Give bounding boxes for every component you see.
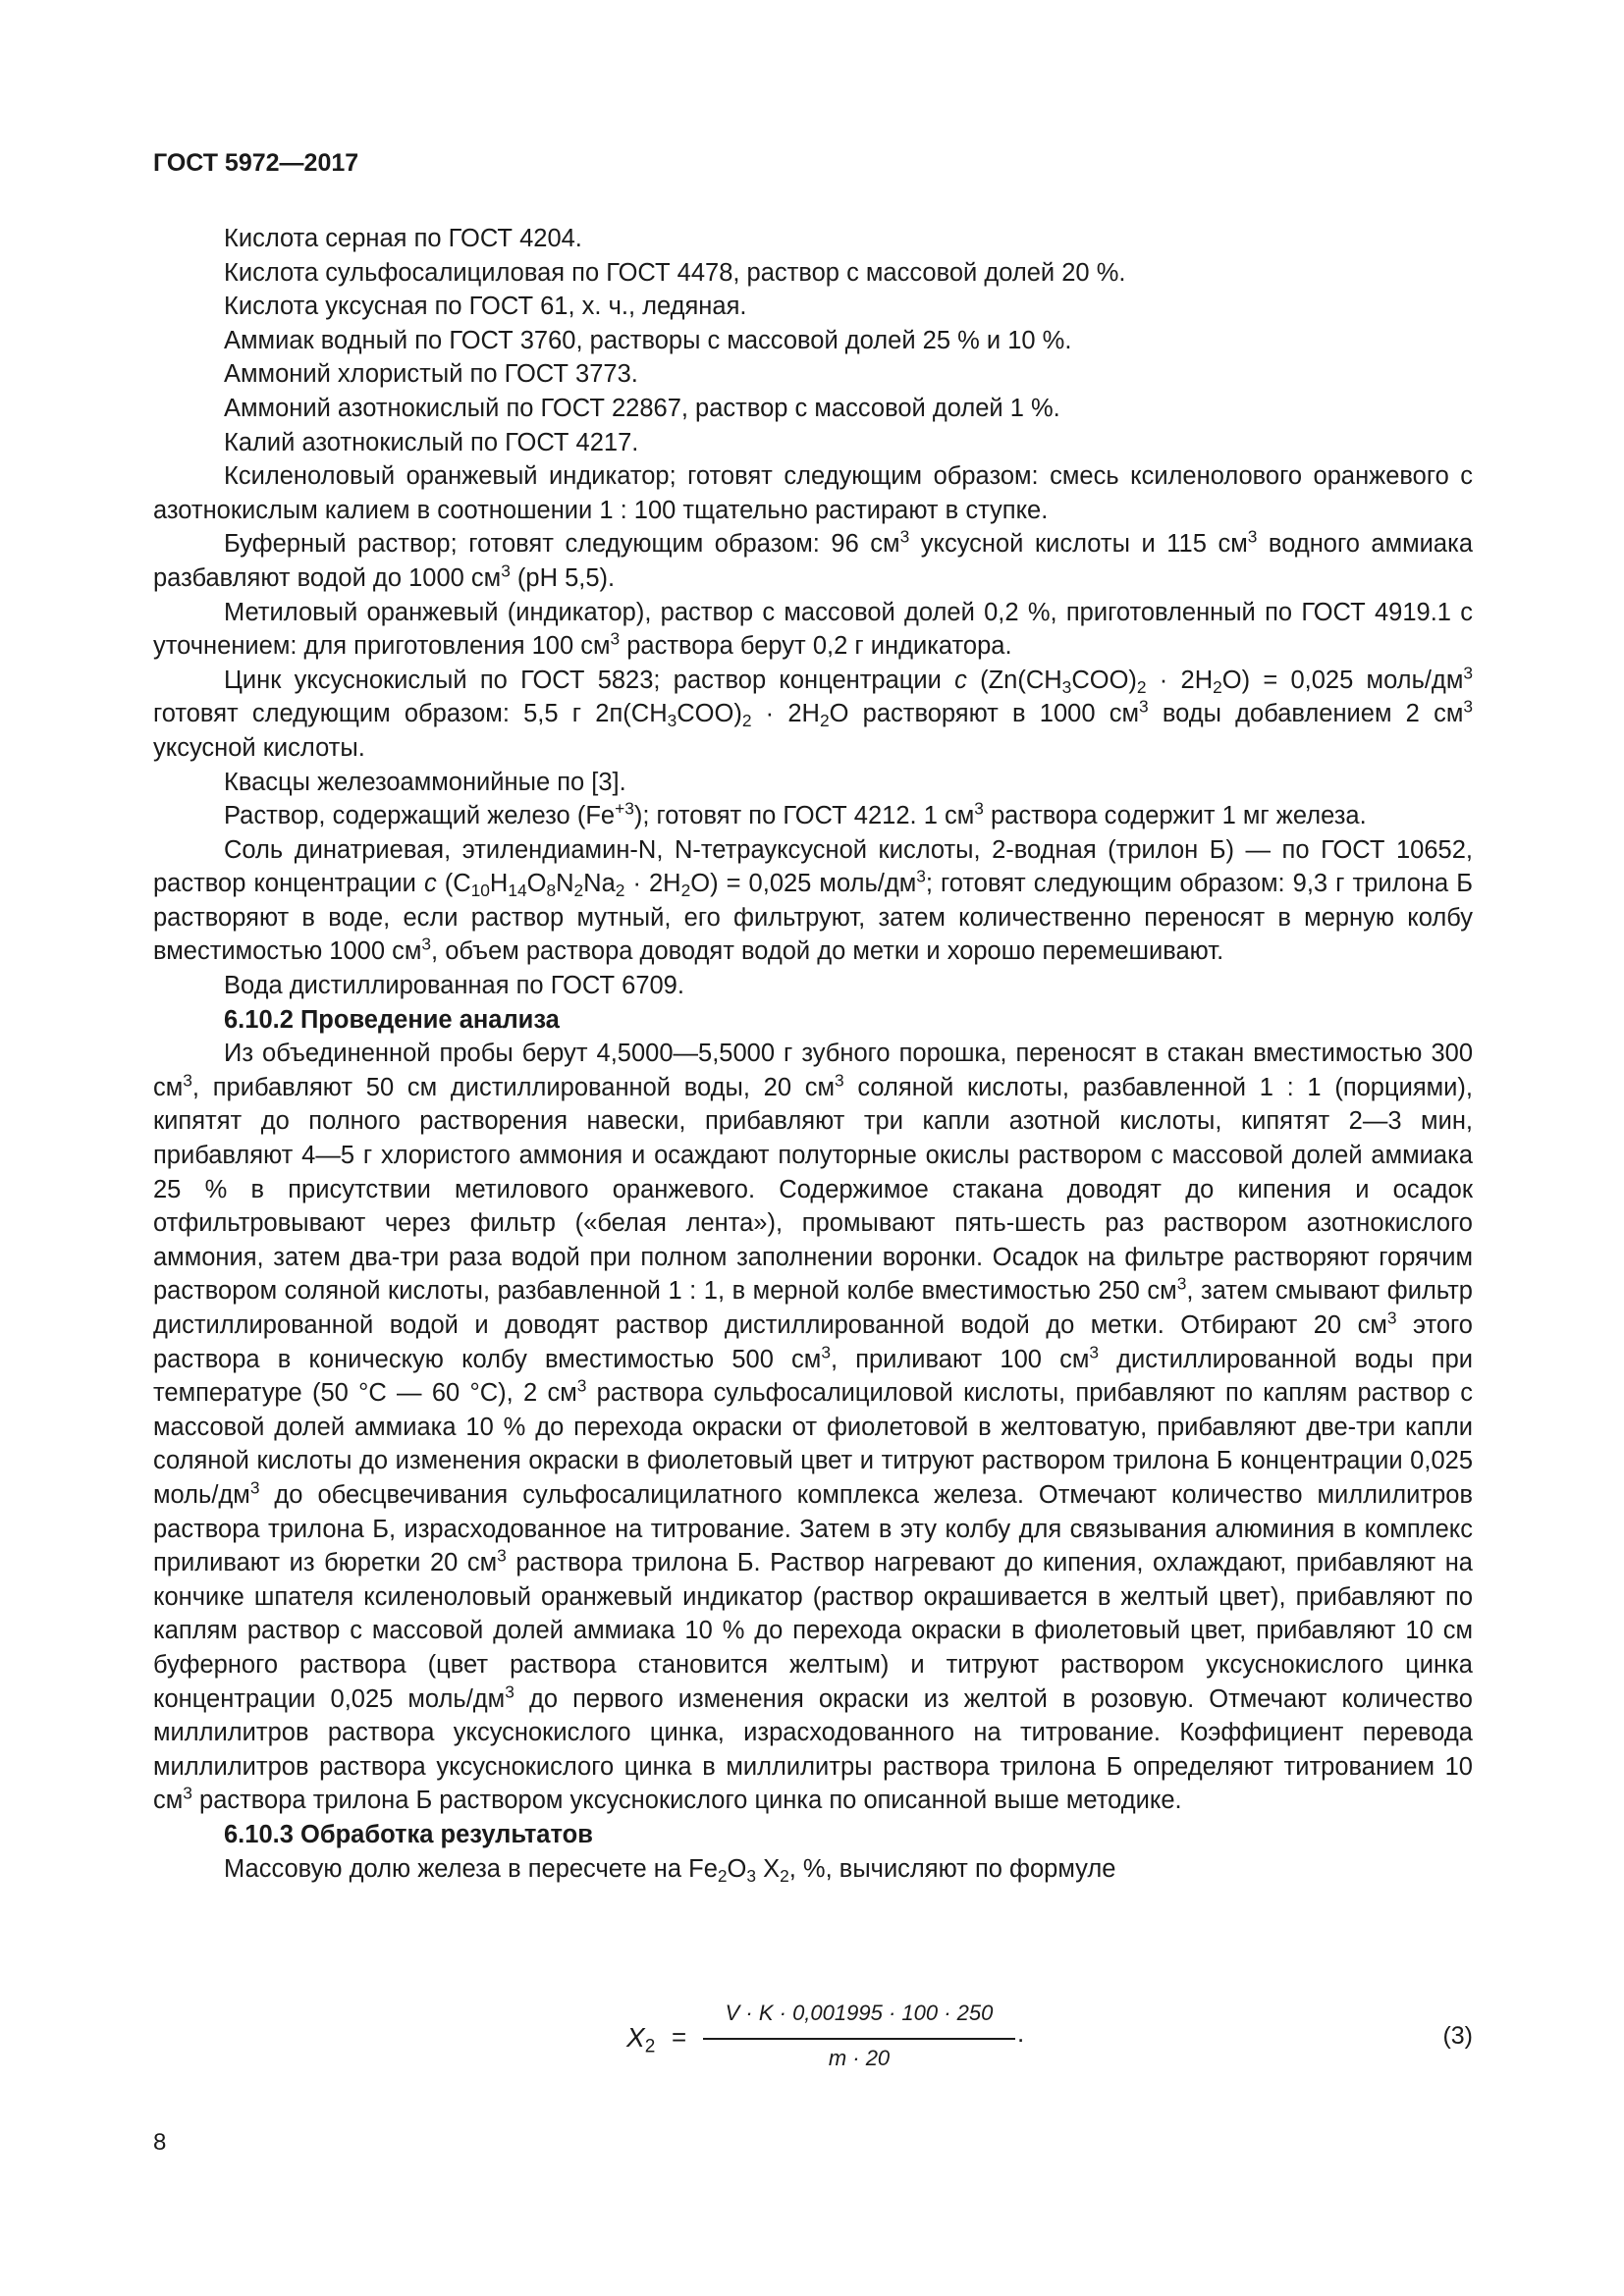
reagent-iron-solution: Раствор, содержащий железо $(Fe^{+3})$; готовят по ГОСТ 4212. 1 $см^3$ раствора содержит 1 мг железа. xyxy=(224,798,1367,830)
reagent-zinc-acetate: Цинк уксуснокислый по ГОСТ 5823; раствор концентрации c $(Zn(CH_3COO)_2 \cdot 2H_2O) = 0,025$ моль/$дм^3$ готовят следующим образом: 5,5 г $2п(CH_3COO)_2 \cdot 2H_2O$ растворяют в 1000 $см^3$ воды добавлением 2 $см^3$ уксусной кислоты. xyxy=(153,663,1473,762)
reagent-ammonium-chloride: Аммоний хлористый по ГОСТ 3773. xyxy=(224,360,638,389)
reagent-trilon-b: Соль динатриевая, этилендиамин-N, N-тетрауксусной кислоты, 2-водная (трилон Б) — по ГОСТ 10652, раствор концентрации c $(C_{10}H_{14}O_8N_2Na_2 \cdot 2H_2O) = 0,025$ моль/$дм^3$; готовят следующим образом: 9,3 г трилона Б растворяют в воде, если раствор мутный, его фильтруют, затем количественно переносят в мерную колбу вместимостью 1000 $см^3$, объем раствора доводят водой до метки и хорошо перемешивают. xyxy=(153,835,1473,966)
reagent-sulfuric-acid: Кислота серная по ГОСТ 4204. xyxy=(224,225,582,252)
formula-number: (3) xyxy=(1442,2022,1473,2050)
reagent-sulfosalicylic-acid: Кислота сульфосалициловая по ГОСТ 4478, раствор с массовой долей 20 %. xyxy=(224,258,1126,287)
reagent-buffer-solution: Буферный раствор; готовят следующим образом: 96 $см^3$ уксусной кислоты и 115 $см^3$ водного аммиака разбавляют водой до 1000 $см^3$ (pH 5,5). xyxy=(153,526,1474,592)
reagent-methyl-orange: Метиловый оранжевый (индикатор), раствор с массовой долей 0,2 %, приготовленный по ГОСТ 4919.1 с уточнением: для приготовления 100 $см^3$ раствора берут 0,2 г индикатора. xyxy=(153,598,1473,661)
formula-equals: = xyxy=(672,2022,687,2052)
formula-fraction-bar xyxy=(703,2038,1015,2040)
formula-numerator: V · K · 0,001995 · 100 · 250 xyxy=(725,2001,994,2025)
reagent-acetic-acid: Кислота уксусная по ГОСТ 61, х. ч., ледяная. xyxy=(224,293,747,321)
section-heading-analysis: 6.10.2 Проведение анализа xyxy=(224,1005,560,1034)
reagent-iron-alum: Квасцы железоаммонийные по [3]. xyxy=(224,768,626,796)
document-body xyxy=(153,222,1473,1886)
analysis-procedure: Из объединенной пробы берут 4,5000—5,5000 г зубного порошка, переносят в стакан вместимостью 300 $см^3$, прибавляют 50 см дистиллированной воды, 20 $см^3$ соляной кислоты, разбавленной 1 : 1 (порциями), кипятят до полного растворения навески, прибавляют три капли азотной кислоты, кипятят 2—3 мин, прибавляют 4—5 г хлористого аммония и осаждают полуторные окислы раствором с массовой долей аммиака 25 % в присутствии метилового оранжевого. Содержимое стакана доводят до кипения и осадок отфильтровывают через фильтр («белая лента»), промывают пять-шесть раз раствором азотнокислого аммония, затем два-три раза водой при полном заполнении воронки. Осадок на фильтре растворяют горячим раствором соляной кислоты, разбавленной 1 : 1, в мерной колбе вместимостью 250 $см^3$, затем смывают фильтр дистиллированной водой и доводят раствор дистиллированной водой до метки. Отбирают 20 $см^3$ этого раствора в коническую колбу вместимостью 500 $см^3$, приливают 100 $см^3$ дистиллированной воды при температуре (50 °С — 60 °С), 2 $см^3$ раствора сульфосалициловой кислоты, прибавляют по каплям раствор с массовой долей аммиака 10 % до перехода окраски от фиолетовой в желтоватую, прибавляют две-три капли соляной кислоты до изменения окраски в фиолетовый цвет и титруют раствором трилона Б концентрации 0,025 моль/$дм^3$ до обесцвечивания сульфосалицилатного комплекса железа. Отмечают количество миллилитров раствора трилона Б, израсходованное на титрование. Затем в эту колбу для связывания алюминия в комплекс приливают из бюретки 20 $см^3$ раствора трилона Б. Раствор нагревают до кипения, охлаждают, прибавляют на кончике шпателя ксиленоловый оранжевый индикатор (раствор окрашивается в желтый цвет), прибавляют по каплям раствор с массовой долей аммиака 10 % до перехода окраски в фиолетовый цвет, прибавляют 10 см буферного раствора (цвет раствора становится желтым) и титруют раствором уксуснокислого цинка концентрации 0,025 моль/$дм^3$ до первого изменения окраски из желтой в розовую. Отмечают количество миллилитров раствора уксуснокислого цинка, израсходованного на титрование. Коэффициент перевода миллилитров раствора уксуснокислого цинка в миллилитры раствора трилона Б определяют титрованием 10 $см^3$ раствора трилона Б раствором уксуснокислого цинка по описанной выше методике. xyxy=(153,1040,1473,1815)
formula-denominator: m · 20 xyxy=(828,2046,891,2070)
formula-lhs: $X_2$ xyxy=(626,2022,656,2057)
results-intro: Массовую долю железа в пересчете на $Fe_2O_3$ $X_2$, %, вычисляют по формуле xyxy=(224,1854,1116,1886)
formula-3 xyxy=(153,1999,1473,2087)
reagent-xylenol-orange: Ксиленоловый оранжевый индикатор; готовят следующим образом: смесь ксиленолового оранжевого с азотнокислым калием в соотношении 1 : 100 тщательно растирают в ступке. xyxy=(153,462,1473,524)
formula-period: . xyxy=(1017,2018,1025,2048)
document-header: ГОСТ 5972—2017 xyxy=(153,149,359,177)
reagent-distilled-water: Вода дистиллированная по ГОСТ 6709. xyxy=(224,972,684,1000)
page-number: 8 xyxy=(153,2129,167,2156)
reagent-ammonia: Аммиак водный по ГОСТ 3760, растворы с массовой долей 25 % и 10 %. xyxy=(224,326,1072,354)
reagent-potassium-nitrate: Калий азотнокислый по ГОСТ 4217. xyxy=(224,428,639,456)
reagent-ammonium-nitrate: Аммоний азотнокислый по ГОСТ 22867, раствор с массовой долей 1 %. xyxy=(224,394,1060,422)
section-heading-results: 6.10.3 Обработка результатов xyxy=(224,1820,593,1848)
